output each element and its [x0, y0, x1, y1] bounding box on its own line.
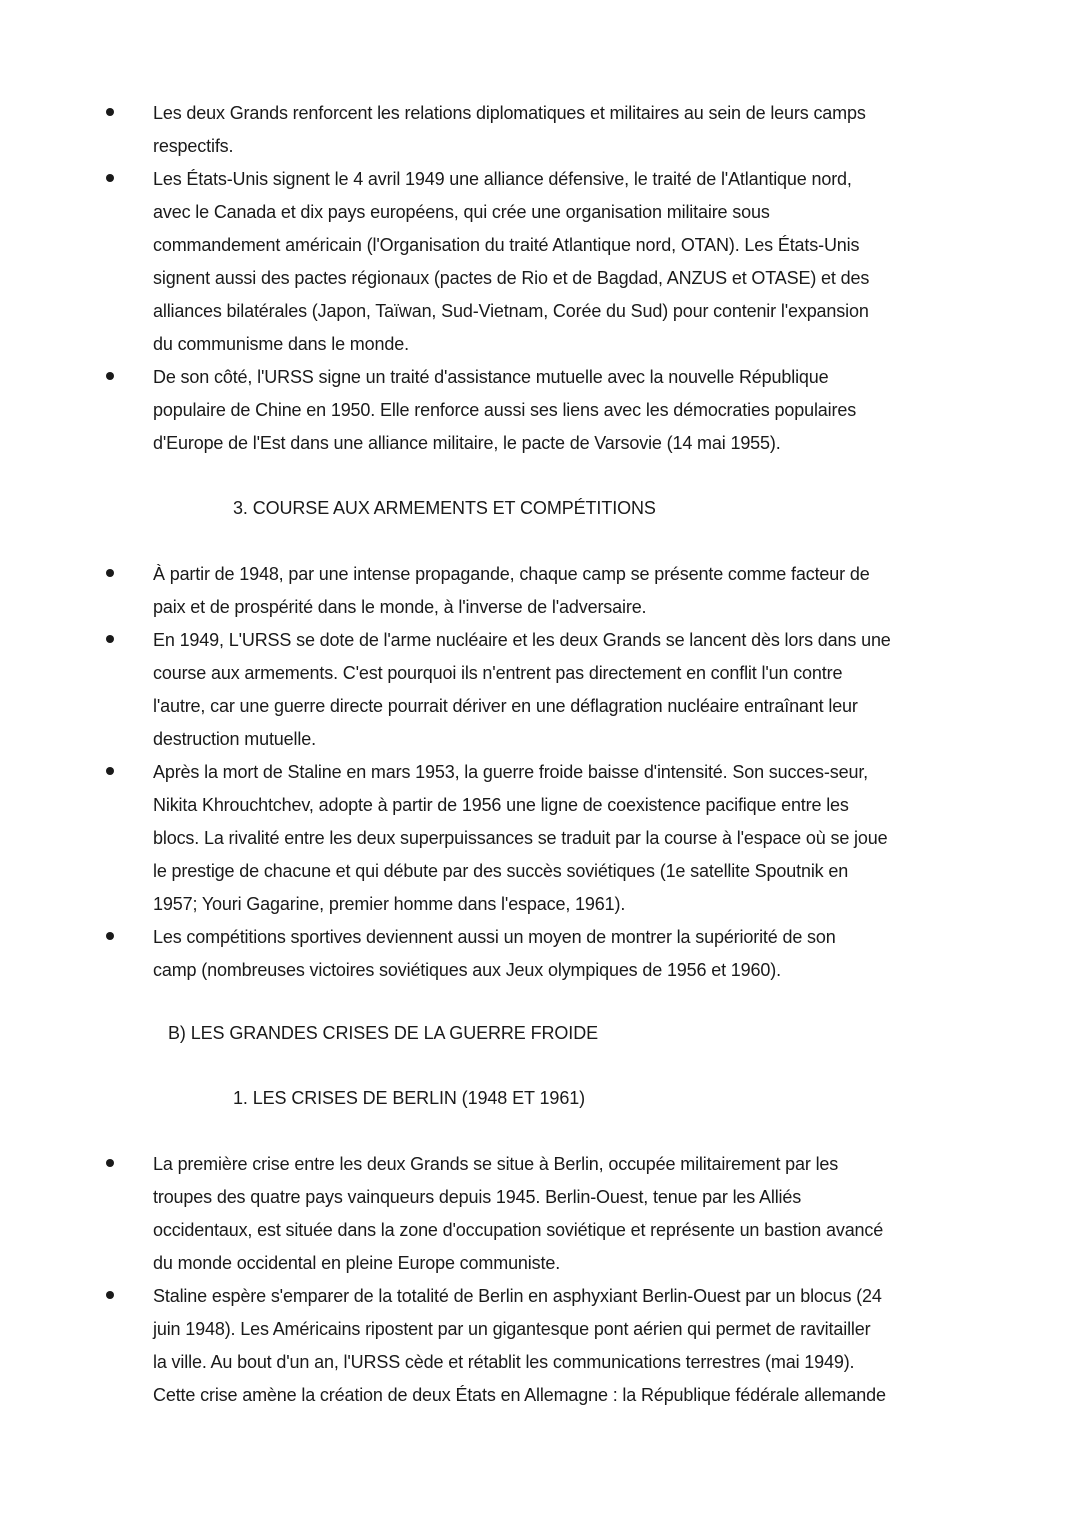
- paragraph-line: populaire de Chine en 1950. Elle renforce aussi ses liens avec les démocraties populaires: [153, 400, 857, 420]
- paragraph-line: De son côté, l'URSS signe un traité d'assistance mutuelle avec la nouvelle République: [153, 367, 829, 387]
- paragraph-line: le prestige de chacune et qui débute par des succès soviétiques (1e satellite Spoutnik en: [153, 861, 849, 881]
- paragraph-line: course aux armements. C'est pourquoi ils n'entrent pas directement en conflit l'un contre: [153, 663, 843, 683]
- paragraph-line: paix et de prospérité dans le monde, à l'inverse de l'adversaire.: [153, 597, 647, 617]
- paragraph-line: occidentaux, est située dans la zone d'occupation soviétique et représente un bastion avancé: [153, 1220, 884, 1240]
- bullet-icon: [106, 635, 114, 643]
- bullet-icon: [106, 372, 114, 380]
- paragraph-line: camp (nombreuses victoires soviétiques aux Jeux olympiques de 1956 et 1960).: [153, 960, 781, 980]
- section-heading-arms-race: 3. COURSE AUX ARMEMENTS ET COMPÉTITIONS: [233, 498, 656, 518]
- section-heading-cold-war-crises: B) LES GRANDES CRISES DE LA GUERRE FROIDE: [168, 1023, 599, 1043]
- paragraph-line: commandement américain (l'Organisation du traité Atlantique nord, OTAN). Les États-Unis: [153, 235, 860, 255]
- paragraph-line: Staline espère s'emparer de la totalité de Berlin en asphyxiant Berlin-Ouest par un blocus (24: [153, 1286, 882, 1306]
- paragraph-line: du communisme dans le monde.: [153, 334, 409, 354]
- bullet-icon: [106, 1291, 114, 1299]
- paragraph-line: d'Europe de l'Est dans une alliance militaire, le pacte de Varsovie (14 mai 1955).: [153, 433, 781, 453]
- bullet-icon: [106, 108, 114, 116]
- section-heading-berlin-crises: 1. LES CRISES DE BERLIN (1948 ET 1961): [233, 1088, 586, 1108]
- paragraph-line: À partir de 1948, par une intense propagande, chaque camp se présente comme facteur de: [153, 564, 870, 584]
- paragraph-line: juin 1948). Les Américains ripostent par un gigantesque pont aérien qui permet de ravitailler: [153, 1319, 871, 1339]
- paragraph-line: Les deux Grands renforcent les relations diplomatiques et militaires au sein de leurs camps: [153, 103, 866, 123]
- paragraph-line: alliances bilatérales (Japon, Taïwan, Sud-Vietnam, Corée du Sud) pour contenir l'expansion: [153, 301, 869, 321]
- bullet-icon: [106, 1159, 114, 1167]
- bullet-icon: [106, 174, 114, 182]
- bullet-icon: [106, 569, 114, 577]
- bullet-icon: [106, 767, 114, 775]
- paragraph-line: La première crise entre les deux Grands se situe à Berlin, occupée militairement par les: [153, 1154, 839, 1174]
- paragraph-line: respectifs.: [153, 136, 234, 156]
- paragraph-line: la ville. Au bout d'un an, l'URSS cède et rétablit les communications terrestres (mai 1949).: [153, 1352, 855, 1372]
- bullet-icon: [106, 932, 114, 940]
- paragraph-line: 1957; Youri Gagarine, premier homme dans l'espace, 1961).: [153, 894, 626, 914]
- paragraph-line: Nikita Khrouchtchev, adopte à partir de 1956 une ligne de coexistence pacifique entre les: [153, 795, 849, 815]
- paragraph-line: En 1949, L'URSS se dote de l'arme nucléaire et les deux Grands se lancent dès lors dans une: [153, 630, 891, 650]
- paragraph-line: avec le Canada et dix pays européens, qui crée une organisation militaire sous: [153, 202, 770, 222]
- paragraph-line: signent aussi des pactes régionaux (pactes de Rio et de Bagdad, ANZUS et OTASE) et des: [153, 268, 870, 288]
- paragraph-line: troupes des quatre pays vainqueurs depuis 1945. Berlin-Ouest, tenue par les Alliés: [153, 1187, 802, 1207]
- paragraph-line: du monde occidental en pleine Europe communiste.: [153, 1253, 561, 1273]
- paragraph-line: Les États-Unis signent le 4 avril 1949 une alliance défensive, le traité de l'Atlantique nord,: [153, 169, 852, 189]
- paragraph-line: Les compétitions sportives deviennent aussi un moyen de montrer la supériorité de son: [153, 927, 836, 947]
- paragraph-line: Après la mort de Staline en mars 1953, la guerre froide baisse d'intensité. Son succes-seur,: [153, 762, 869, 782]
- paragraph-line: blocs. La rivalité entre les deux superpuissances se traduit par la course à l'espace où se joue: [153, 828, 888, 848]
- paragraph-line: destruction mutuelle.: [153, 729, 316, 749]
- paragraph-line: l'autre, car une guerre directe pourrait dériver en une déflagration nucléaire entraînant leur: [153, 696, 858, 716]
- paragraph-line: Cette crise amène la création de deux États en Allemagne : la République fédérale allemande: [153, 1385, 886, 1405]
